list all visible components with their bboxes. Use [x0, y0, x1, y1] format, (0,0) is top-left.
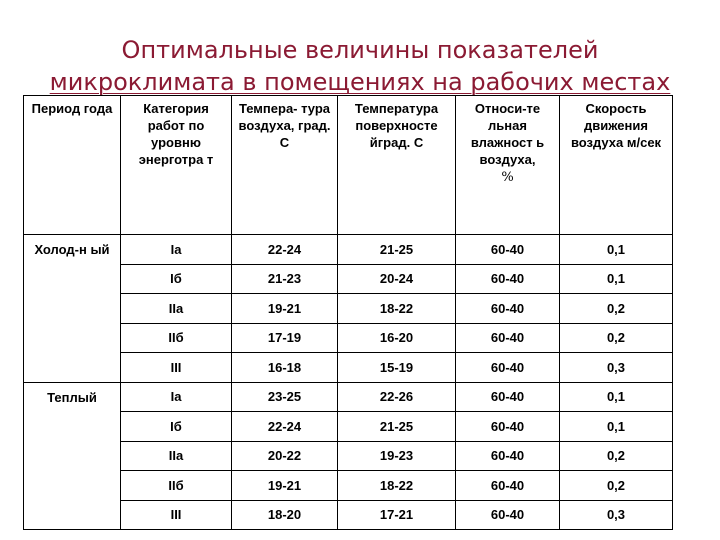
air-speed-cell: 0,1: [560, 264, 673, 294]
header-relative-humidity-label: Относи-те льная влажност ь воздуха,: [470, 101, 545, 167]
table-row: [24, 235, 673, 265]
category-cell: Iа: [121, 235, 232, 265]
air-temperature-cell: 19-21: [232, 294, 338, 324]
category-cell: Iб: [121, 264, 232, 294]
surface-temperature-cell: 21-25: [338, 412, 456, 442]
surface-temperature-cell: 17-21: [338, 500, 456, 530]
table-row: [24, 471, 673, 501]
air-temperature-cell: 23-25: [232, 382, 338, 412]
category-cell: IIб: [121, 471, 232, 501]
air-temperature-cell: 16-18: [232, 353, 338, 383]
category-cell: III: [121, 353, 232, 383]
relative-humidity-cell: 60-40: [456, 235, 560, 265]
header-air-speed: Скорость движения воздуха м/сек: [560, 96, 673, 235]
relative-humidity-cell: 60-40: [456, 353, 560, 383]
air-speed-cell: 0,2: [560, 294, 673, 324]
relative-humidity-cell: 60-40: [456, 323, 560, 353]
microclimate-table: [23, 95, 673, 530]
air-temperature-cell: 22-24: [232, 412, 338, 442]
relative-humidity-cell: 60-40: [456, 500, 560, 530]
surface-temperature-cell: 21-25: [338, 235, 456, 265]
header-period: Период года: [24, 96, 121, 235]
air-speed-cell: 0,3: [560, 500, 673, 530]
air-speed-cell: 0,1: [560, 412, 673, 442]
header-row: [24, 96, 673, 235]
surface-temperature-cell: 18-22: [338, 294, 456, 324]
header-relative-humidity: [456, 96, 560, 235]
title-line-1: Оптимальные величины показателей: [121, 36, 599, 64]
table-row: [24, 323, 673, 353]
relative-humidity-cell: 60-40: [456, 412, 560, 442]
table-row: [24, 412, 673, 442]
relative-humidity-cell: 60-40: [456, 264, 560, 294]
air-speed-cell: 0,1: [560, 235, 673, 265]
relative-humidity-cell: 60-40: [456, 294, 560, 324]
period-cell: Теплый: [24, 382, 121, 530]
table-row: [24, 382, 673, 412]
air-temperature-cell: 21-23: [232, 264, 338, 294]
surface-temperature-cell: 22-26: [338, 382, 456, 412]
header-surface-temperature: Температура поверхносте йград. С: [338, 96, 456, 235]
relative-humidity-cell: 60-40: [456, 471, 560, 501]
air-speed-cell: 0,2: [560, 471, 673, 501]
header-humidity-unit: %: [501, 170, 514, 185]
title-line-2: микроклимата в помещениях на рабочих местах: [49, 68, 671, 96]
table-row: [24, 441, 673, 471]
relative-humidity-cell: 60-40: [456, 382, 560, 412]
surface-temperature-cell: 19-23: [338, 441, 456, 471]
air-temperature-cell: 22-24: [232, 235, 338, 265]
surface-temperature-cell: 18-22: [338, 471, 456, 501]
period-cell: Холод-н ый: [24, 235, 121, 383]
table-row: [24, 353, 673, 383]
category-cell: IIа: [121, 441, 232, 471]
category-cell: IIб: [121, 323, 232, 353]
air-temperature-cell: 18-20: [232, 500, 338, 530]
air-speed-cell: 0,2: [560, 441, 673, 471]
surface-temperature-cell: 20-24: [338, 264, 456, 294]
category-cell: IIа: [121, 294, 232, 324]
surface-temperature-cell: 16-20: [338, 323, 456, 353]
category-cell: Iа: [121, 382, 232, 412]
page-title: [0, 34, 720, 98]
air-temperature-cell: 19-21: [232, 471, 338, 501]
table-row: [24, 264, 673, 294]
air-temperature-cell: 20-22: [232, 441, 338, 471]
header-air-temperature: Темпера- тура воздуха, град. С: [232, 96, 338, 235]
air-speed-cell: 0,2: [560, 323, 673, 353]
table-row: [24, 500, 673, 530]
table-row: [24, 294, 673, 324]
category-cell: III: [121, 500, 232, 530]
header-work-category: Категория работ по уровню энерготра т: [121, 96, 232, 235]
air-speed-cell: 0,3: [560, 353, 673, 383]
air-temperature-cell: 17-19: [232, 323, 338, 353]
table-body: [24, 235, 673, 530]
surface-temperature-cell: 15-19: [338, 353, 456, 383]
category-cell: Iб: [121, 412, 232, 442]
relative-humidity-cell: 60-40: [456, 441, 560, 471]
air-speed-cell: 0,1: [560, 382, 673, 412]
